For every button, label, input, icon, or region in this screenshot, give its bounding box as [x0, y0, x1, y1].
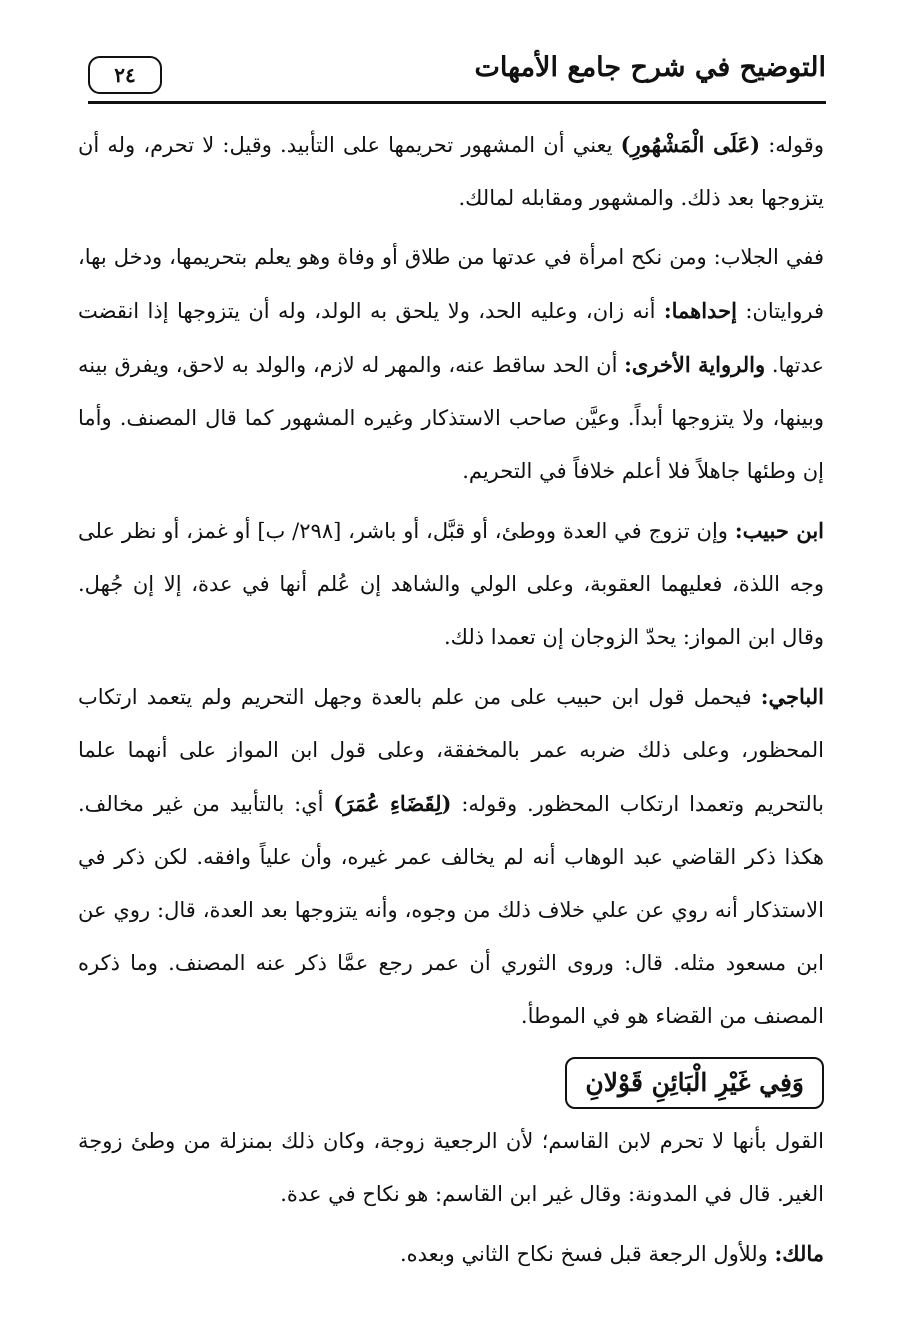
quoted-matn-2: (لِقَضَاءِ عُمَرَ): [333, 791, 452, 816]
paragraph-5: [78, 1115, 824, 1221]
paragraph-3: [78, 504, 824, 664]
paragraph-2-text-c: أن الحد ساقط عنه، والمهر له لازم، والولد به لاحق، ويفرق بينه وبينها، ولا يتزوجها أبداً. وعيَّن صاحب الاستذكار وغيره المشهور كما قال المصنف. وأما إن وطئها جاهلاً فلا أعلم خلافاً في التحريم.: [78, 353, 824, 483]
paragraph-4-text-a: فيحمل قول ابن حبيب على من علم بالعدة وجهل التحريم ولم يتعمد ارتكاب المحظور، وعلى ذلك ضربه عمر بالمخفقة، وعلى قول ابن المواز على أنهما علما بالتحريم وتعمدا ارتكاب المحظور. وقوله:: [78, 685, 824, 816]
paragraph-6-text: وللأول الرجعة قبل فسخ نكاح الثاني وبعده.: [399, 1242, 775, 1266]
paragraph-4: [78, 670, 824, 1043]
paragraph-3-text: وإن تزوج في العدة ووطئ، أو قبَّل، أو باشر، [٢٩٨/ ب] أو غمز، أو نظر على وجه اللذة، فعليهما العقوبة، وعلى الولي والشاهد إن عُلم أنها في عدة، إلا إن جُهل. وقال ابن المواز: يحدّ الزوجان إن تعمدا ذلك.: [78, 519, 824, 649]
paragraph-4-text-b: أي: بالتأبيد من غير مخالف. هكذا ذكر القاضي عبد الوهاب أنه لم يخالف عمر غيره، وأن علياً وافقه. لكن ذكر في الاستذكار أنه روي عن علي خلاف ذلك من وجوه، وأنه يتزوجها بعد العدة، قال: روي عن ابن مسعود مثله. قال: وروى الثوري أن عمر رجع عمَّا ذكر عنه المصنف. وما ذكره المصنف من القضاء هو في الموطأ.: [78, 792, 824, 1028]
paragraph-1: [78, 118, 824, 225]
paragraph-1-text: يعني أن المشهور تحريمها على التأبيد. وقيل: لا تحرم، وله أن يتزوجها بعد ذلك. والمشهور ومقابله لمالك.: [78, 133, 824, 210]
page-number-box: [88, 56, 162, 94]
section-title: وَفِي غَيْرِ الْبَائِنِ قَوْلانِ: [565, 1057, 824, 1109]
paragraph-6-lead: مالك:: [774, 1241, 824, 1266]
paragraph-3-lead: ابن حبيب:: [734, 518, 824, 543]
paragraph-2: [78, 231, 824, 498]
paragraph-2-text-b: أنه زان، وعليه الحد، ولا يلحق به الولد، وله أن يتزوجها إذا انقضت عدتها.: [78, 299, 824, 377]
paragraph-1-intro: وقوله:: [760, 133, 824, 157]
quoted-matn-1: (عَلَى الْمَشْهُورِ): [620, 132, 761, 157]
running-title: التوضيح في شرح جامع الأمهات: [474, 52, 826, 83]
paragraph-2-text-a: ففي الجلاب: ومن نكح امرأة في عدتها من طلاق أو وفاة وهو يعلم بتحريمها، ودخل بها، فروايتان:: [78, 245, 824, 323]
body-text: [78, 118, 824, 1281]
paragraph-2-bold-a: إحداهما:: [663, 298, 737, 323]
paragraph-6: [78, 1227, 824, 1281]
paragraph-2-bold-b: والرواية الأخرى:: [624, 352, 766, 377]
header-rule: [88, 101, 826, 104]
page-number: ٢٤: [114, 63, 136, 87]
paragraph-5-text: القول بأنها لا تحرم لابن القاسم؛ لأن الرجعية زوجة، وكان ذلك بمنزلة من وطئ زوجة الغير. قال في المدونة: وقال غير ابن القاسم: هو نكاح في عدة.: [78, 1129, 824, 1206]
paragraph-4-lead: الباجي:: [760, 684, 824, 709]
page-header: [88, 48, 826, 104]
section-title-wrap: [78, 1057, 824, 1109]
